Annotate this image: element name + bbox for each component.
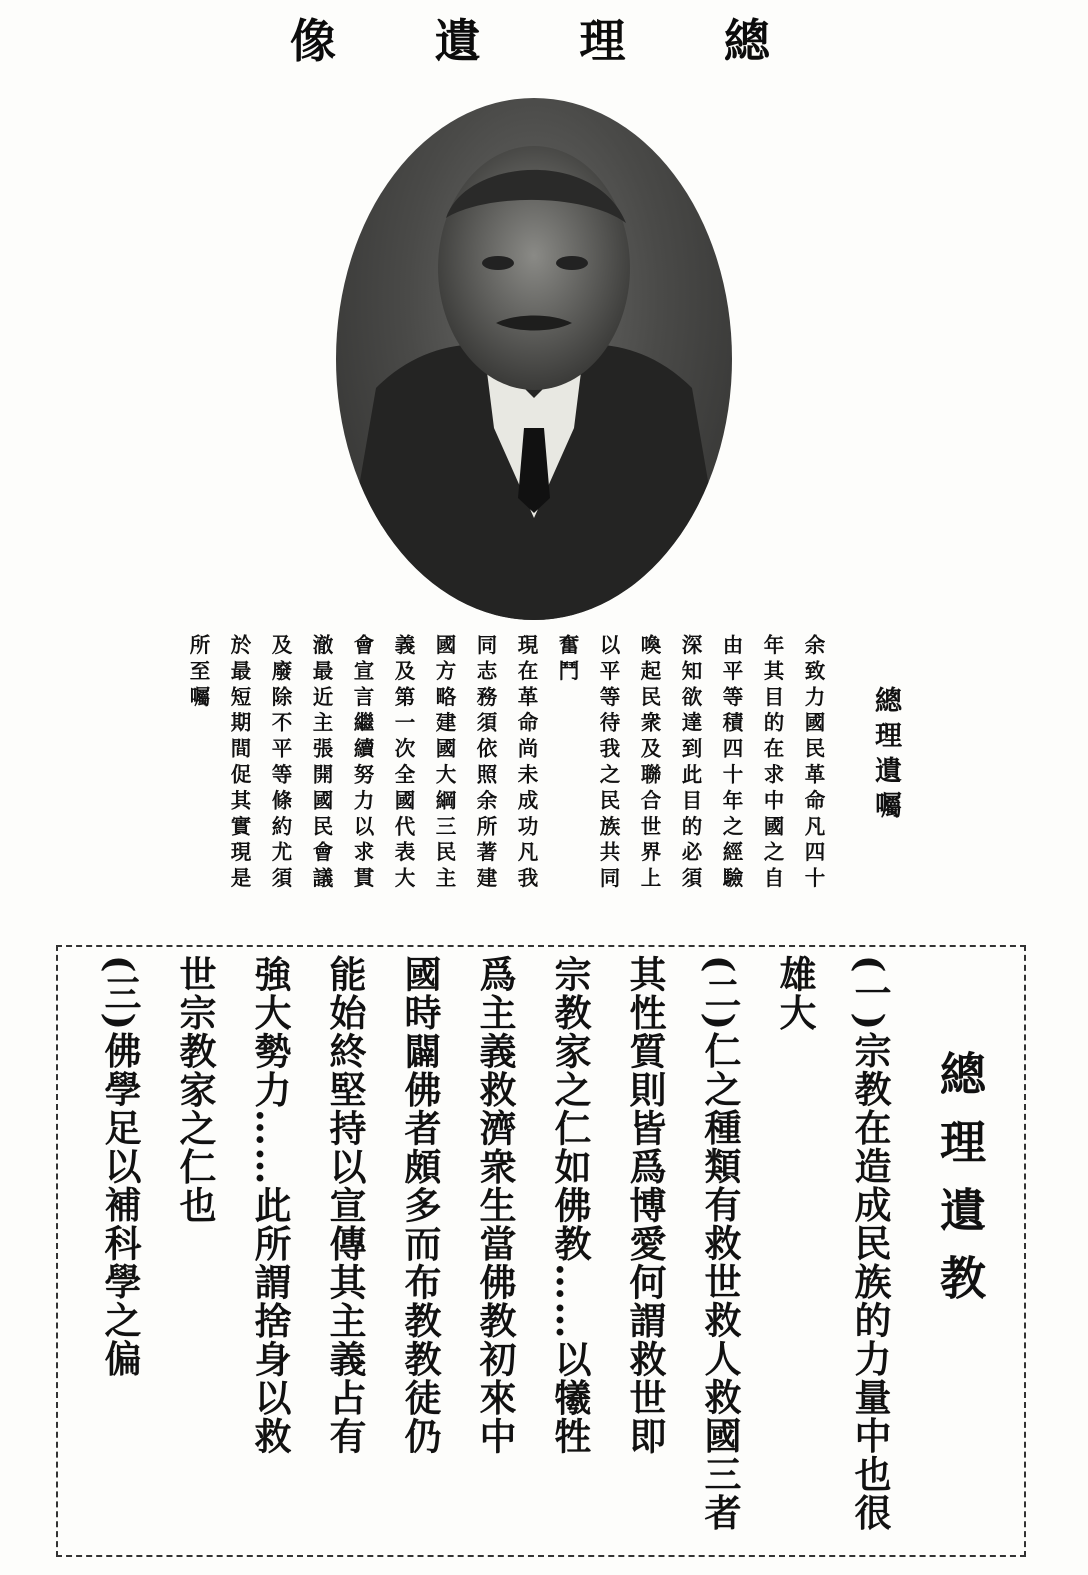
will-line: 會宣言繼續努力以求貫: [350, 634, 374, 893]
title-char: 總: [723, 14, 770, 68]
title-char: 理: [579, 14, 626, 68]
will-line: 澈最近主張開國民會議: [309, 634, 333, 893]
will-text: [160, 634, 905, 936]
eye-shape: [556, 256, 588, 270]
will-line: 國方略建國大綱三民主: [432, 634, 456, 893]
eye-shape: [482, 256, 514, 270]
teaching-line: 能始終堅持以宣傳其主義占有: [323, 955, 367, 1456]
teaching-line: (三)佛學足以補科學之偏: [98, 955, 142, 1379]
teaching-line: (一)宗教在造成民族的力量中也很: [848, 955, 892, 1533]
will-line: 所至囑: [186, 634, 210, 712]
portrait-photo-icon: [336, 98, 732, 620]
will-line: 年其目的在求中國之自: [760, 634, 784, 893]
teaching-line: (二)仁之種類有救世救人救國三者: [698, 955, 742, 1533]
teaching-line: 國時闢佛者頗多而布教教徒仍: [398, 955, 442, 1456]
will-line: 深知欲達到此目的必須: [678, 634, 702, 893]
teaching-line: 宗教家之仁如佛教……以犧牲: [548, 955, 592, 1456]
will-line: 於最短期間促其實現是: [227, 634, 251, 893]
will-line: 奮鬥: [555, 634, 579, 686]
will-line: 以平等待我之民族共同: [596, 634, 620, 893]
teaching-line: 其性質則皆爲博愛何謂救世即: [623, 955, 667, 1456]
teaching-heading: 總理遺教: [933, 1050, 987, 1322]
will-heading: 總理遺囑: [870, 686, 901, 826]
teaching-line: 雄大: [773, 955, 817, 1032]
teaching-line: 世宗教家之仁也: [173, 955, 217, 1225]
will-line: 現在革命尚未成功凡我: [514, 634, 538, 893]
will-line: 余致力國民革命凡四十: [801, 634, 825, 893]
title-char: 遺: [434, 14, 481, 68]
will-line: 由平等積四十年之經驗: [719, 634, 743, 893]
will-line: 及廢除不平等條約尤須: [268, 634, 292, 893]
teaching-line: 爲主義救濟衆生當佛教初來中: [473, 955, 517, 1456]
will-line: 喚起民衆及聯合世界上: [637, 634, 661, 893]
title-char: 像: [290, 14, 336, 68]
will-line: 同志務須依照余所著建: [473, 634, 497, 893]
teaching-line: 強大勢力……此所謂捨身以救: [248, 955, 292, 1456]
page-title: [290, 8, 770, 68]
teaching-text: [88, 955, 993, 1545]
will-line: 義及第一次全國代表大: [391, 634, 415, 893]
portrait-illustration: [336, 98, 732, 620]
